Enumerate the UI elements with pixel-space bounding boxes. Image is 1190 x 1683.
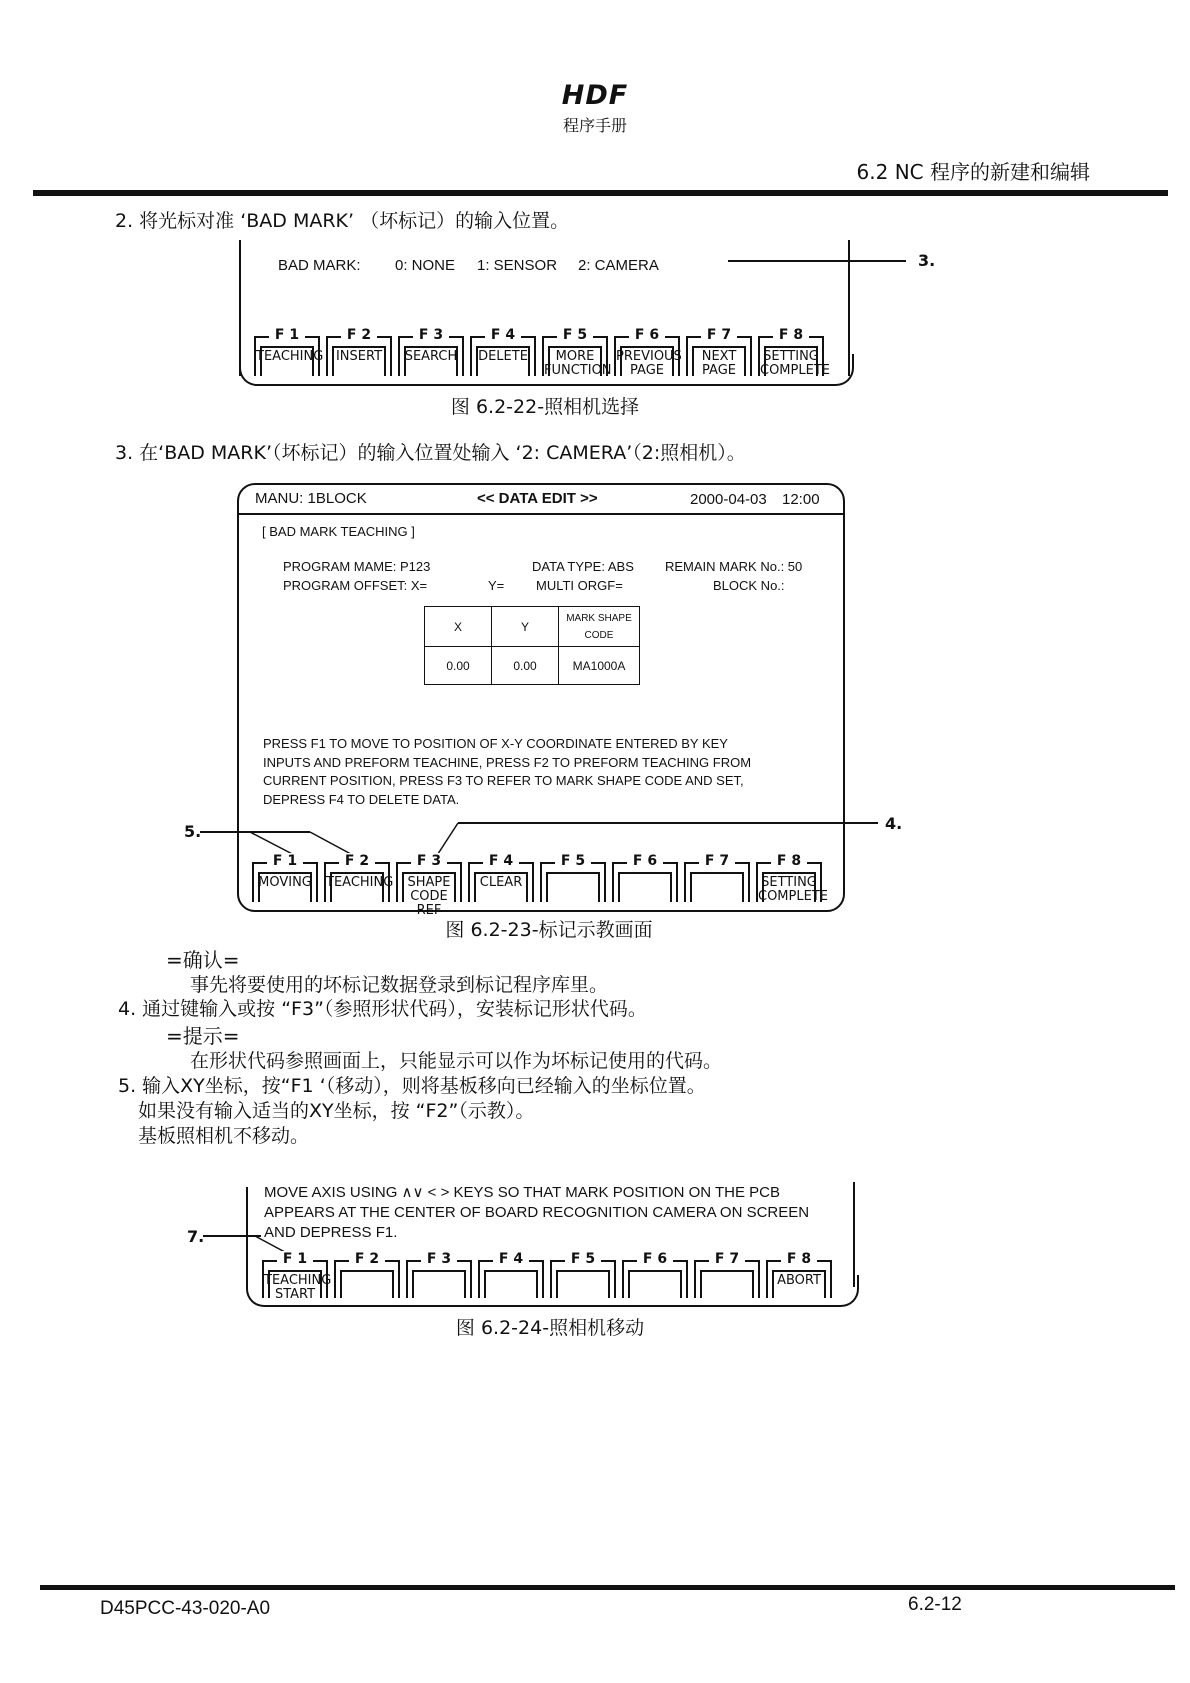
message-line: INPUTS AND PREFORM TEACHINE, PRESS F2 TO PREFORM TEACHING FROM (263, 754, 752, 770)
function-key-f7[interactable] (694, 1251, 760, 1298)
key-inner-frame (700, 1270, 754, 1298)
key-label: SHAPE CODE REF (407, 875, 451, 918)
key-number: F 8 (771, 853, 807, 869)
step-5-line-2: 如果没有输入适当的XY坐标，按 “F2”（示教）。 (138, 1100, 535, 1122)
cell-shape-code[interactable]: MA1000A (559, 647, 640, 685)
key-number: F 7 (699, 853, 735, 869)
key-number: F 2 (339, 853, 375, 869)
col-header-shape-code: MARK SHAPE CODE (559, 607, 640, 647)
section-title: 6.2 NC 程序的新建和编辑 (856, 160, 1090, 184)
screen-time: 12:00 (782, 491, 820, 508)
message-line: MOVE AXIS USING ∧∨ < > KEYS SO THAT MARK POSITION ON THE PCB (264, 1184, 780, 1201)
cell-x[interactable]: 0.00 (425, 647, 492, 685)
bad-mark-label: BAD MARK: (278, 257, 361, 274)
screen-date: 2000-04-03 (690, 491, 767, 508)
col-header-y: Y (492, 607, 559, 647)
key-label: TEACHING START (264, 1273, 332, 1302)
pointer-7: 7. (187, 1227, 205, 1246)
key-label: MORE FUNCTION (544, 349, 612, 378)
program-offset-y: Y= (488, 578, 505, 593)
document-code: D45PCC-43-020-A0 (100, 1598, 271, 1619)
function-key-f3[interactable] (406, 1251, 472, 1298)
teaching-section-label: [ BAD MARK TEACHING ] (262, 524, 415, 539)
key-label: TEACHING (326, 875, 394, 890)
key-label: TEACHING (256, 349, 324, 364)
key-number: F 2 (341, 327, 377, 343)
program-name: PROGRAM MAME: P123 (283, 559, 431, 574)
key-number: F 5 (555, 853, 591, 869)
remain-mark: REMAIN MARK No.: 50 (665, 559, 803, 574)
step-3: 3. 在‘BAD MARK’（坏标记）的输入位置处输入 ‘2: CAMERA’（2:照相机）。 (115, 442, 746, 464)
key-inner-frame (412, 1270, 466, 1298)
function-key-f6[interactable] (622, 1251, 688, 1298)
key-label: ABORT (777, 1273, 821, 1288)
brand-title: HDF (561, 80, 629, 111)
step-5-line-3: 基板照相机不移动。 (138, 1125, 310, 1147)
key-label: CLEAR (479, 875, 523, 890)
key-inner-frame (556, 1270, 610, 1298)
cell-y[interactable]: 0.00 (492, 647, 559, 685)
message-line: AND DEPRESS F1. (264, 1224, 398, 1241)
pointer-4: 4. (885, 814, 903, 833)
key-number: F 3 (411, 853, 447, 869)
caption-6-2-22: 图 6.2-22-照相机选择 (450, 396, 640, 418)
key-number: F 3 (421, 1251, 457, 1267)
option-camera: 2: CAMERA (578, 257, 659, 274)
message-line: APPEARS AT THE CENTER OF BOARD RECOGNITION CAMERA ON SCREEN (264, 1204, 810, 1221)
key-number: F 1 (277, 1251, 313, 1267)
screen-title: << DATA EDIT >> (477, 490, 598, 507)
mode-label: MANU: 1BLOCK (255, 490, 367, 507)
function-key-f1[interactable] (262, 1251, 332, 1302)
hint-heading: =提示= (166, 1024, 240, 1048)
key-label: DELETE (478, 349, 528, 364)
key-label: NEXT PAGE (701, 349, 737, 378)
function-key-f8[interactable] (766, 1251, 832, 1298)
key-label: MOVING (258, 875, 312, 890)
key-inner-frame (484, 1270, 538, 1298)
multi-orgf: MULTI ORGF= (536, 578, 623, 593)
key-label: INSERT (335, 349, 383, 364)
key-inner-frame (340, 1270, 394, 1298)
manual-subtitle: 程序手册 (562, 116, 627, 135)
key-number: F 8 (773, 327, 809, 343)
key-number: F 4 (483, 853, 519, 869)
key-label: SEARCH (404, 349, 458, 364)
key-number: F 5 (557, 327, 593, 343)
message-line: PRESS F1 TO MOVE TO POSITION OF X-Y COORDINATE ENTERED BY KEY (263, 736, 728, 751)
key-number: F 4 (485, 327, 521, 343)
key-number: F 6 (627, 853, 663, 869)
key-label: SETTING COMPLETE (758, 875, 828, 904)
option-sensor: 1: SENSOR (477, 257, 558, 274)
key-number: F 8 (781, 1251, 817, 1267)
hint-body: 在形状代码参照画面上，只能显示可以作为坏标记使用的代码。 (190, 1050, 723, 1072)
block-no: BLOCK No.: (713, 578, 785, 593)
step-4: 4. 通过键输入或按 “F3”（参照形状代码），安装标记形状代码。 (118, 998, 647, 1020)
key-inner-frame (628, 1270, 682, 1298)
key-number: F 7 (709, 1251, 745, 1267)
function-key-bar (262, 1251, 838, 1302)
key-number: F 3 (413, 327, 449, 343)
function-key-f4[interactable] (478, 1251, 544, 1298)
caption-6-2-24: 图 6.2-24-照相机移动 (455, 1317, 645, 1339)
key-number: F 4 (493, 1251, 529, 1267)
key-number: F 6 (637, 1251, 673, 1267)
data-type: DATA TYPE: ABS (532, 559, 634, 574)
confirm-body: 事先将要使用的坏标记数据登录到标记程序库里。 (190, 974, 609, 996)
key-number: F 5 (565, 1251, 601, 1267)
confirm-heading: =确认= (166, 948, 240, 972)
key-number: F 6 (629, 327, 665, 343)
key-number: F 2 (349, 1251, 385, 1267)
key-label: SETTING COMPLETE (760, 349, 830, 378)
key-number: F 1 (269, 327, 305, 343)
pointer-3: 3. (918, 251, 936, 270)
col-header-x: X (425, 607, 492, 647)
step-5-line-1: 5. 输入XY坐标，按“F1 ‘（移动），则将基板移向已经输入的坐标位置。 (118, 1075, 706, 1097)
function-key-f5[interactable] (550, 1251, 616, 1298)
caption-6-2-23: 图 6.2-23-标记示教画面 (445, 919, 653, 941)
function-key-f2[interactable] (334, 1251, 400, 1298)
message-line: DEPRESS F4 TO DELETE DATA. (263, 791, 460, 807)
bottom-rule (40, 1585, 1175, 1590)
message-line: CURRENT POSITION, PRESS F3 TO REFER TO MARK SHAPE CODE AND SET, (263, 773, 744, 788)
page-number: 6.2-12 (908, 1594, 962, 1615)
option-none: 0: NONE (395, 257, 456, 274)
step-2: 2. 将光标对准 ‘BAD MARK’ （坏标记）的输入位置。 (115, 210, 570, 232)
key-label: PREVIOUS PAGE (616, 349, 682, 378)
pointer-5: 5. (184, 822, 202, 841)
key-number: F 7 (701, 327, 737, 343)
key-number: F 1 (267, 853, 303, 869)
program-offset-x: PROGRAM OFFSET: X= (283, 578, 428, 593)
